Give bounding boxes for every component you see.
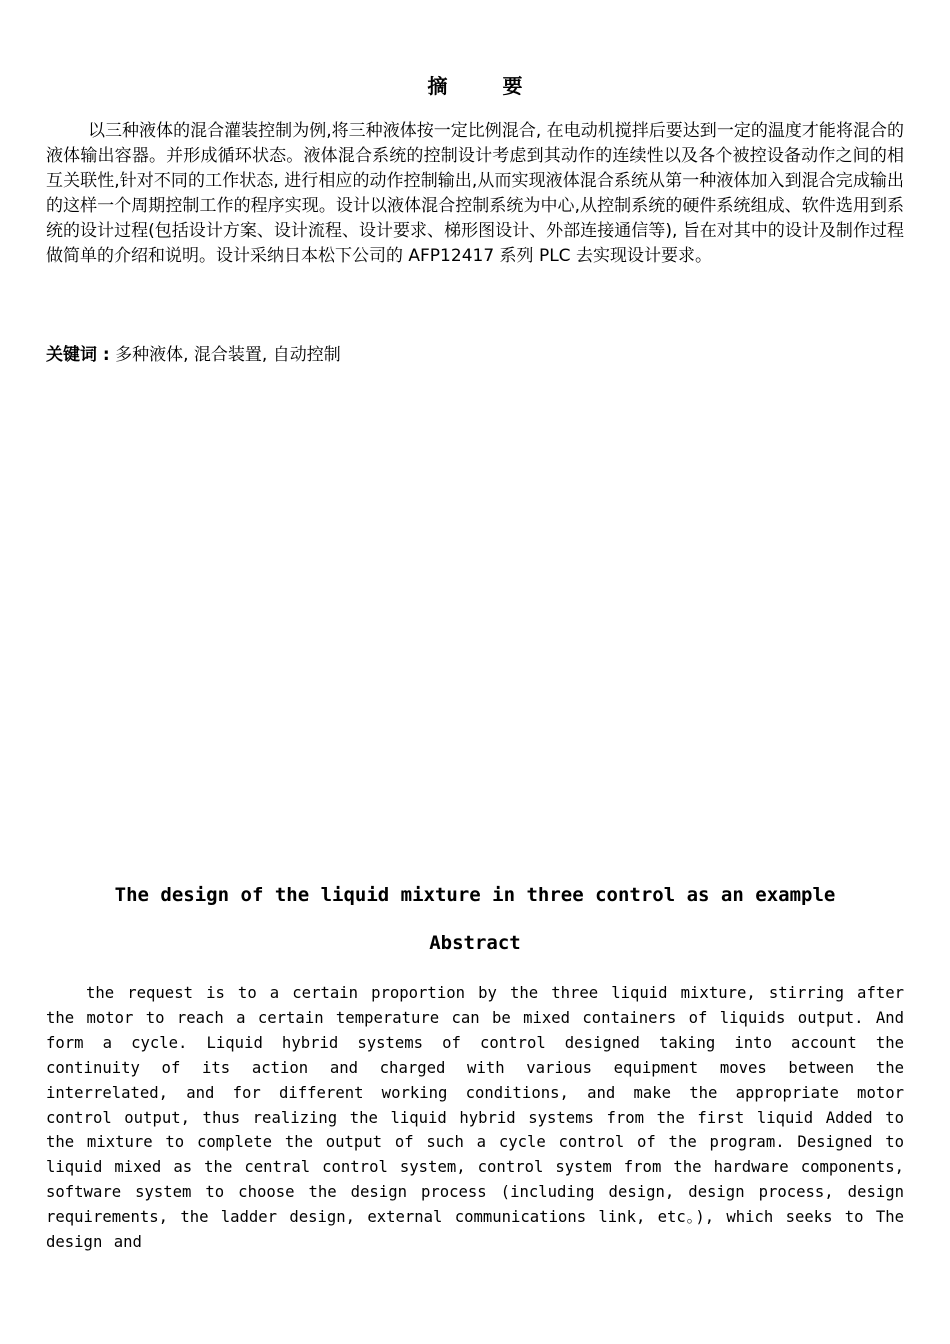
english-abstract-body: the request is to a certain proportion by the three liquid mixture, stirring after the motor to reach a certain temperature can be mixed containers of liquids output. And form a cycle. Liquid hybrid systems of control designed taking into account the continuity of its action and charged with various equipment moves between the interrelated, and for different working conditions, and make the appropriate motor control output, thus realizing the liquid hybrid systems from the first liquid Added to the mixture to complete the output of such a cycle control of the program. Designed to liquid mixed as the central control system, control system from the hardware components, software system to choose the design process (including design, design process, design requirements, the ladder design, external communications link, etc。), which seeks to The design and	[46, 984, 904, 1251]
chinese-abstract-body: 以三种液体的混合灌装控制为例,将三种液体按一定比例混合, 在电动机搅拌后要达到一定的温度才能将混合的液体输出容器。并形成循环状态。液体混合系统的控制设计考虑到其动作的连续性以及各个被控设备动作之间的相互关联性,针对不同的工作状态, 进行相应的动作控制输出,从而实现液体混合系统从第一种液体加入到混合完成输出的这样一个周期控制工作的程序实现。设计以液体混合控制系统为中心,从控制系统的硬件系统组成、软件选用到系统的设计过程(包括设计方案、设计流程、设计要求、梯形图设计、外部连接通信等), 旨在对其中的设计及制作过程做简单的介绍和说明。设计采纳日本松下公司的 AFP12417 系列 PLC 去实现设计要求。	[46, 121, 904, 266]
chinese-abstract-title: 摘 要	[427, 74, 547, 98]
keywords-label: 关键词 :	[46, 345, 110, 365]
chinese-keywords	[46, 343, 904, 368]
english-paper-title: The design of the liquid mixture in three control as an example	[114, 884, 836, 906]
english-abstract-heading: Abstract	[429, 932, 521, 954]
keywords-list: 多种液体, 混合装置, 自动控制	[109, 345, 341, 365]
